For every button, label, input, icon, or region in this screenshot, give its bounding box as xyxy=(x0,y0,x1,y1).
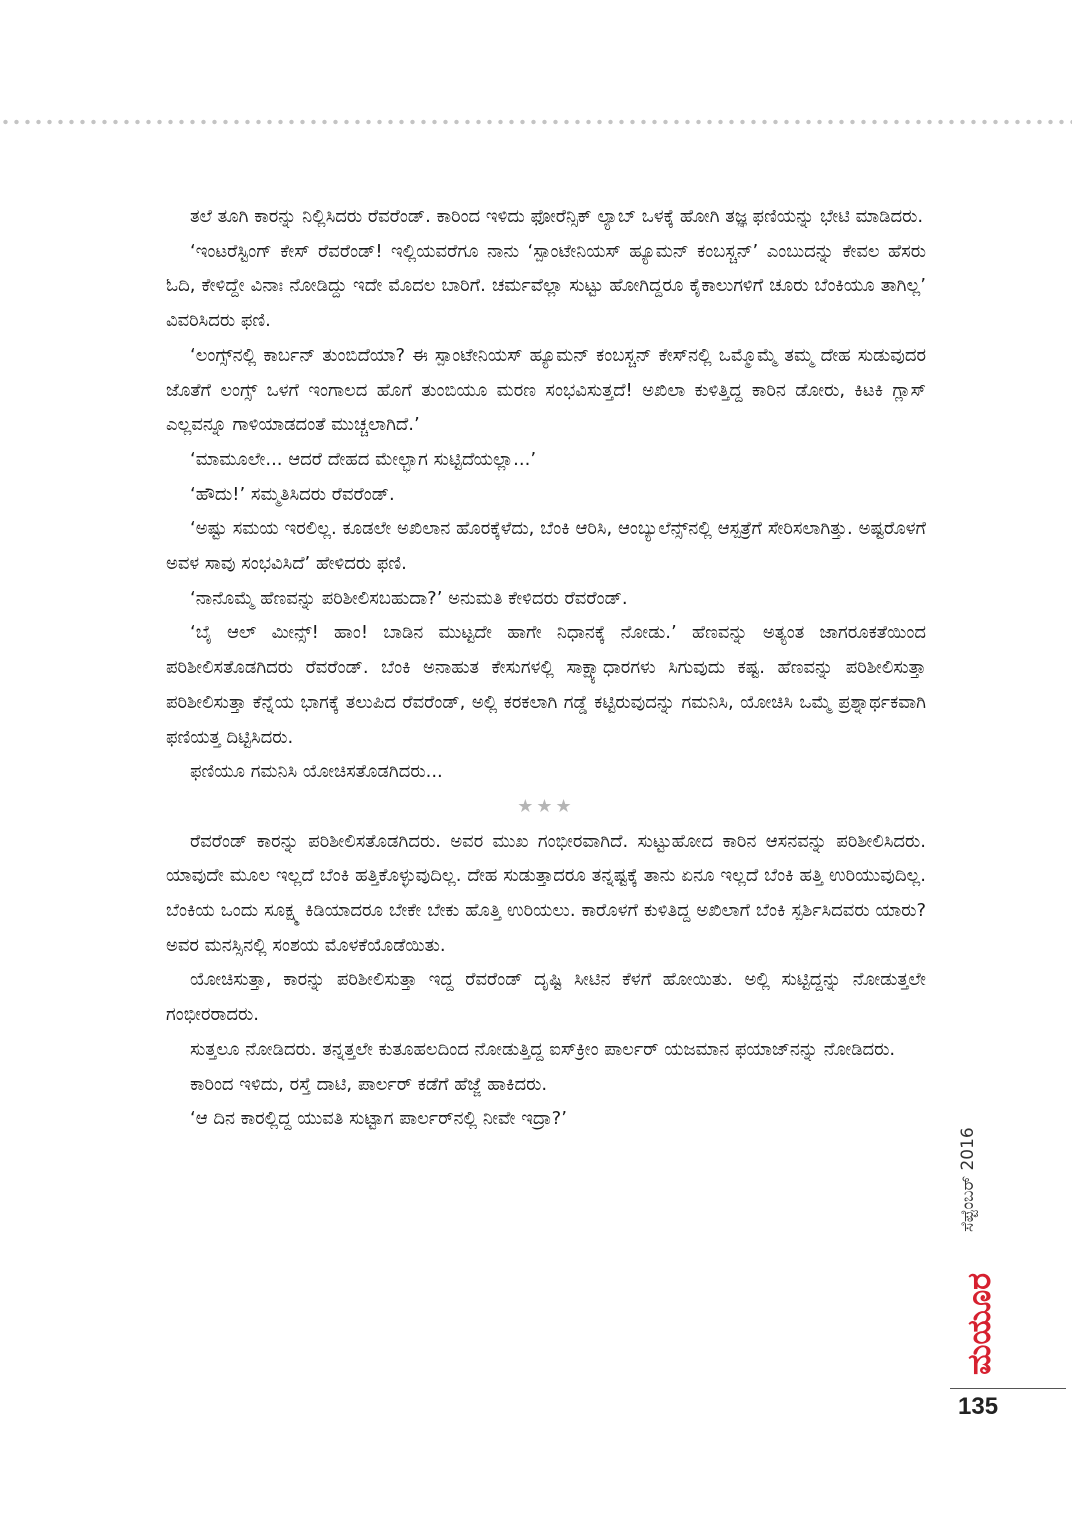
paragraph: ‘ನಾನೊಮ್ಮೆ ಹೆಣವನ್ನು ಪರಿಶೀಲಿಸಬಹುದಾ?’ ಅನುಮತಿ ಕೇಳಿದರು ರೆವರೆಂಡ್. xyxy=(190,587,628,609)
paragraph: ‘ಮಾಮೂಲೇ... ಆದರೆ ದೇಹದ ಮೇಲ್ಭಾಗ ಸುಟ್ಟಿದೆಯಲ್ಲಾ...’ xyxy=(190,448,537,470)
paragraph: ಸುತ್ತಲೂ ನೋಡಿದರು. ತನ್ನತ್ತಲೇ ಕುತೂಹಲದಿಂದ ನೋಡುತ್ತಿದ್ದ ಐಸ್‌ಕ್ರೀಂ ಪಾರ್ಲರ್ ಯಜಮಾನ ಫಯಾಜ್‌ನನ್ನು ನೋಡಿದರು. xyxy=(190,1038,896,1060)
paragraph: ‘ಲಂಗ್ಸ್‌ನಲ್ಲಿ ಕಾರ್ಬನ್ ತುಂಬಿದೆಯಾ? ಈ ಸ್ಪಾಂಟೇನಿಯಸ್ ಹ್ಯೂಮನ್ ಕಂಬಸ್ಚನ್ ಕೇಸ್‌ನಲ್ಲಿ ಒಮ್ಮೊಮ್ಮೆ ತಮ್ಮ ದೇಹ ಸುಡುವುದರ ಜೊತೆಗೆ ಲಂಗ್ಸ್ ಒಳಗೆ ಇಂಗಾಲದ ಹೊಗೆ ತುಂಬಿಯೂ ಮರಣ ಸಂಭವಿಸುತ್ತದೆ! ಅಖಿಲಾ ಕುಳಿತ್ತಿದ್ದ ಕಾರಿನ ಡೋರು, ಕಿಟಕಿ ಗ್ಲಾಸ್ ಎಲ್ಲವನ್ನೂ ಗಾಳಿಯಾಡದಂತೆ ಮುಚ್ಚಲಾಗಿದೆ.’ xyxy=(166,344,926,436)
section-separator: ★★★ xyxy=(517,795,575,817)
paragraph: ಯೋಚಿಸುತ್ತಾ, ಕಾರನ್ನು ಪರಿಶೀಲಿಸುತ್ತಾ ಇದ್ದ ರೆವರೆಂಡ್ ದೃಷ್ಟಿ ಸೀಟಿನ ಕೆಳಗೆ ಹೋಯಿತು. ಅಲ್ಲಿ ಸುಟ್ಟಿದ್ದನ್ನು ನೋಡುತ್ತಲೇ ಗಂಭೀರರಾದರು. xyxy=(166,969,926,1026)
article-body xyxy=(166,200,926,1137)
paragraph: ರೆವರೆಂಡ್ ಕಾರನ್ನು ಪರಿಶೀಲಿಸತೊಡಗಿದರು. ಅವರ ಮುಖ ಗಂಭೀರವಾಗಿದೆ. ಸುಟ್ಟುಹೋದ ಕಾರಿನ ಆಸನವನ್ನು ಪರಿಶೀಲಿಸಿದರು. ಯಾವುದೇ ಮೂಲ ಇಲ್ಲದೆ ಬೆಂಕಿ ಹತ್ತಿಕೊಳ್ಳುವುದಿಲ್ಲ. ದೇಹ ಸುಡುತ್ತಾದರೂ ತನ್ನಷ್ಟಕ್ಕೆ ತಾನು ಏನೂ ಇಲ್ಲದೆ ಬೆಂಕಿ ಹತ್ತಿ ಉರಿಯುವುದಿಲ್ಲ. ಬೆಂಕಿಯ ಒಂದು ಸೂಕ್ಷ್ಮ ಕಿಡಿಯಾದರೂ ಬೇಕೇ ಬೇಕು ಹೊತ್ತಿ ಉರಿಯಲು. ಕಾರೊಳಗೆ ಕುಳಿತಿದ್ದ ಅಖಿಲಾಗೆ ಬೆಂಕಿ ಸ್ಪರ್ಶಿಸಿದವರು ಯಾರು? ಅವರ ಮನಸ್ಸಿನಲ್ಲಿ ಸಂಶಯ ಮೊಳಕೆಯೊಡೆಯಿತು. xyxy=(166,830,926,956)
paragraph: ತಲೆ ತೂಗಿ ಕಾರನ್ನು ನಿಲ್ಲಿಸಿದರು ರೆವರೆಂಡ್. ಕಾರಿಂದ ಇಳಿದು ಫೋರೆನ್ಸಿಕ್ ಲ್ಯಾಬ್ ಒಳಕ್ಕೆ ಹೋಗಿ ತಜ್ಞ ಫಣಿಯನ್ನು ಭೇಟಿ ಮಾಡಿದರು. xyxy=(190,206,924,227)
paragraph: ಫಣಿಯೂ ಗಮನಿಸಿ ಯೋಚಿಸತೊಡಗಿದರು... xyxy=(190,761,443,783)
issue-date-text: ಸೆಪ್ಟೆಂಬರ್ 2016 xyxy=(958,1127,978,1232)
paragraph: ‘ಆ ದಿನ ಕಾರಲ್ಲಿದ್ದ ಯುವತಿ ಸುಟ್ಟಾಗ ಪಾರ್ಲರ್‌ನಲ್ಲಿ ನೀವೇ ಇದ್ರಾ?’ xyxy=(190,1108,567,1130)
paragraph: ‘ಬೈ ಆಲ್ ಮೀನ್ಸ್! ಹಾಂ! ಬಾಡಿನ ಮುಟ್ಟದೇ ಹಾಗೇ ನಿಧಾನಕ್ಕೆ ನೋಡು.’ ಹೆಣವನ್ನು ಅತ್ಯಂತ ಜಾಗರೂಕತೆಯಿಂದ ಪರಿಶೀಲಿಸತೊಡಗಿದರು ರೆವರೆಂಡ್. ಬೆಂಕಿ ಅನಾಹುತ ಕೇಸುಗಳಲ್ಲಿ ಸಾಕ್ಷ್ಯಾಧಾರಗಳು ಸಿಗುವುದು ಕಷ್ಟ. ಹೆಣವನ್ನು ಪರಿಶೀಲಿಸುತ್ತಾ ಪರಿಶೀಲಿಸುತ್ತಾ ಕೆನ್ನೆಯ ಭಾಗಕ್ಕೆ ತಲುಪಿದ ರೆವರೆಂಡ್, ಅಲ್ಲಿ ಕರಕಲಾಗಿ ಗಡ್ಡೆ ಕಟ್ಟಿರುವುದನ್ನು ಗಮನಿಸಿ, ಯೋಚಿಸಿ ಒಮ್ಮೆ ಪ್ರಶ್ನಾರ್ಥಕವಾಗಿ ಫಣಿಯತ್ತ ದಿಟ್ಟಿಸಿದರು. xyxy=(166,622,926,748)
paragraph: ‘ಹೌದು!’ ಸಮ್ಮತಿಸಿದರು ರೆವರೆಂಡ್. xyxy=(190,483,395,505)
page-number: 135 xyxy=(958,1393,999,1420)
paragraph: ಕಾರಿಂದ ಇಳಿದು, ರಸ್ತೆ ದಾಟಿ, ಪಾರ್ಲರ್ ಕಡೆಗೆ ಹೆಜ್ಜೆ ಹಾಕಿದರು. xyxy=(190,1073,548,1095)
dotted-border xyxy=(0,118,1072,126)
paragraph: ‘ಅಷ್ಟು ಸಮಯ ಇರಲಿಲ್ಲ. ಕೂಡಲೇ ಅಖಿಲಾನ ಹೊರಕ್ಕೆಳೆದು, ಬೆಂಕಿ ಆರಿಸಿ, ಆಂಬ್ಯುಲೆನ್ಸ್‌ನಲ್ಲಿ ಆಸ್ಪತ್ರೆಗೆ ಸೇರಿಸಲಾಗಿತ್ತು. ಅಷ್ಟರೊಳಗೆ ಅವಳ ಸಾವು ಸಂಭವಿಸಿದೆ’ ಹೇಳಿದರು ಫಣಿ. xyxy=(166,518,926,575)
paragraph: ‘ಇಂಟರೆಸ್ಟಿಂಗ್ ಕೇಸ್ ರೆವರೆಂಡ್! ಇಲ್ಲಿಯವರೆಗೂ ನಾನು ‘ಸ್ಪಾಂಟೇನಿಯಸ್ ಹ್ಯೂಮನ್ ಕಂಬಸ್ಚನ್’ ಎಂಬುದನ್ನು ಕೇವಲ ಹೆಸರು ಓದಿ, ಕೇಳಿದ್ದೇ ವಿನಾಃ ನೋಡಿದ್ದು ಇದೇ ಮೊದಲ ಬಾರಿಗೆ. ಚರ್ಮವೆಲ್ಲಾ ಸುಟ್ಟು ಹೋಗಿದ್ದರೂ ಕೈಕಾಲುಗಳಿಗೆ ಚೂರು ಬೆಂಕಿಯೂ ತಾಗಿಲ್ಲ’ ವಿವರಿಸಿದರು ಫಣಿ. xyxy=(166,240,926,332)
magazine-logo-text: ಮಯೂರ xyxy=(960,1272,998,1375)
footer-rule xyxy=(950,1388,1066,1389)
